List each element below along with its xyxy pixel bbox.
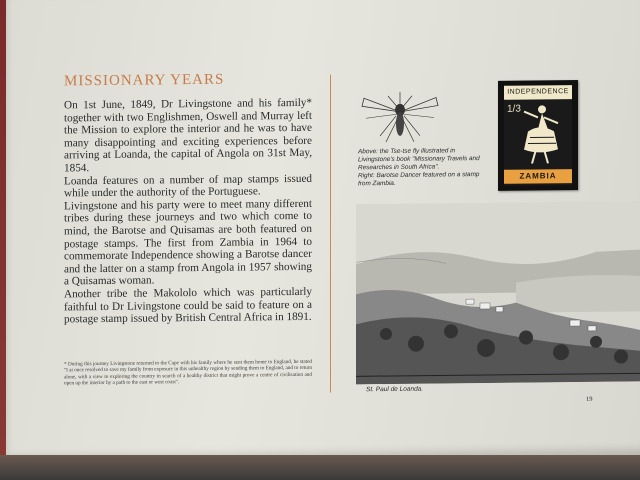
stamp-country: ZAMBIA — [504, 169, 572, 184]
stamp-top-label: INDEPENDENCE — [504, 85, 572, 100]
barotse-dancer-icon — [514, 101, 564, 168]
book-page — [6, 0, 640, 462]
table-surface — [0, 455, 640, 480]
caption-line: Right: Barotse Dancer featured on a stamp from Zambia. — [358, 171, 480, 188]
caption-top — [358, 147, 488, 188]
zambia-stamp — [498, 80, 578, 191]
paragraph: Livingstone and his party were to meet many different tribes during these journeys and two which come to mind, the Barotse and Quisamas are both featured on postage stamps. The first from Zambia in 1964 to commemorate Independence showing a Barotse dancer and the latter on a stamp from Angola in 1957 showing a Quisamas woman. — [64, 197, 312, 288]
st-paul-de-loanda-engraving — [356, 201, 640, 384]
page-title: MISSIONARY YEARS — [64, 71, 225, 90]
paragraph: Loanda features on a number of map stamps issued while under the authority of the Portuguese. — [64, 172, 312, 200]
caption-bottom: St. Paul de Loanda. — [366, 385, 424, 394]
page-number: 19 — [586, 395, 593, 403]
stamp-inner — [504, 85, 572, 186]
paragraph: Another tribe the Makololo which was particularly faithful to Dr Livingstone could be said to feature on a postage stamp issued by British Central Africa in 1891. — [64, 285, 312, 326]
stamp-value: 1/3 — [507, 103, 521, 115]
footnote: * During this journey Livingstone returned to the Cape with his family where he sent them home to England, he stated "I at once resolved to save my family from exposure in this unhealthy region by sending them to England, and to return alone, with a view to exploring the country in search of a healthy district that might prove a centre of civilisation and open up the interior by a path to the east or west coast". — [64, 358, 312, 387]
body-text — [64, 97, 312, 326]
tsetse-fly-illustration — [358, 87, 442, 146]
caption-line: Above: the Tse-tse fly illustrated in Livingstone's book "Missionary Travels and Researches in South Africa". — [358, 147, 480, 172]
paragraph: On 1st June, 1849, Dr Livingstone and his family* together with two Englishmen, Oswell and Murray left the Mission to explore the interior and he was to have many disappointing and exciting experiences before arriving at Loanda, the capital of Angola on 31st May, 1854. — [64, 96, 312, 175]
column-divider — [330, 75, 331, 393]
